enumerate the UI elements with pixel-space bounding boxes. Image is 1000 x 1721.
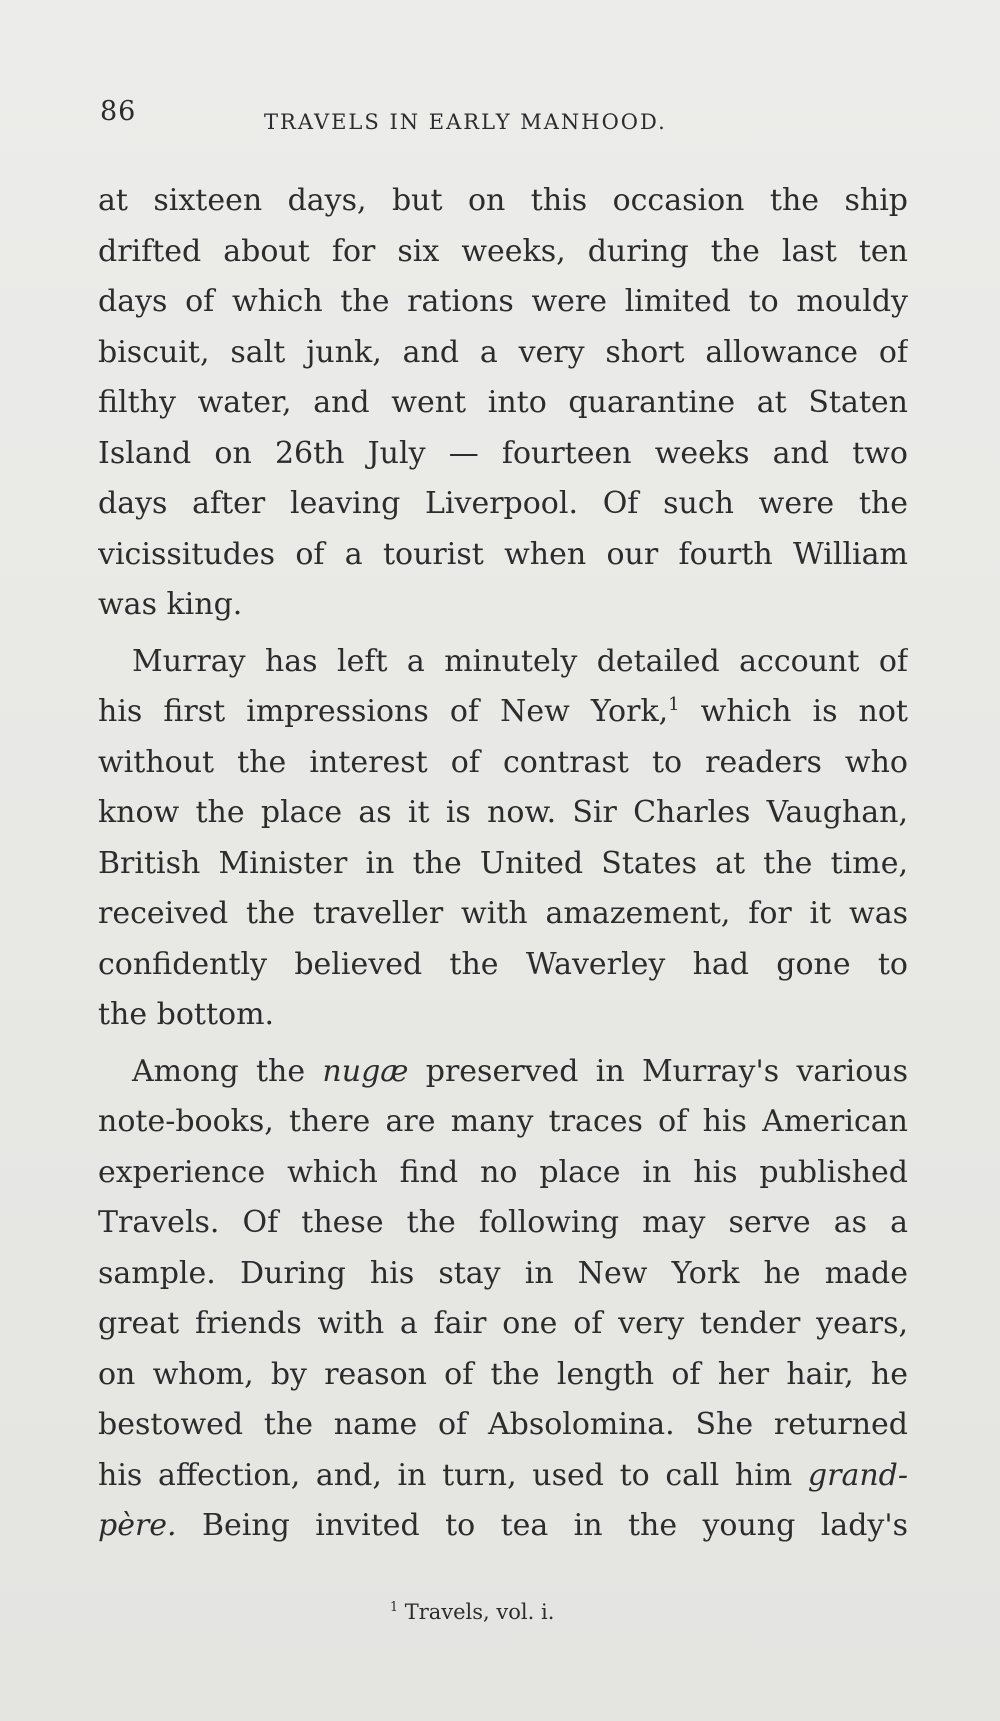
text-line bbox=[98, 1047, 908, 1098]
paragraph-3 bbox=[98, 1047, 908, 1552]
text-line: experience which find no place in his published bbox=[98, 1154, 908, 1190]
italic-word: nugæ bbox=[322, 1053, 409, 1089]
text-fragment: his first impressions of New York, bbox=[98, 694, 669, 729]
text-line: received the traveller with amazement, for it was bbox=[98, 896, 908, 931]
text-line: days of which the rations were limited to mouldy bbox=[98, 284, 908, 319]
text-fragment: preserved in Murray's various bbox=[408, 1053, 908, 1089]
page-header bbox=[100, 96, 760, 136]
text-line: without the interest of contrast to readers who bbox=[98, 744, 908, 780]
text-fragment: his affection, and, in turn, used to call him bbox=[98, 1457, 793, 1493]
text-line: the bottom. bbox=[98, 997, 275, 1032]
text-line: bestowed the name of Absolomina. She returned bbox=[98, 1407, 908, 1442]
footnote-text: Travels, vol. i. bbox=[404, 1600, 555, 1624]
italic-word: père. bbox=[98, 1508, 177, 1543]
paragraph-2 bbox=[98, 637, 908, 1041]
text-line bbox=[98, 1451, 908, 1502]
text-line: on whom, by reason of the length of her hair, he bbox=[98, 1356, 908, 1392]
body-text bbox=[98, 176, 908, 1558]
text-line: know the place as it is now. Sir Charles Vaughan, bbox=[98, 795, 908, 830]
text-line: was king. bbox=[98, 587, 243, 622]
text-line: at sixteen days, but on this occasion the ship bbox=[98, 183, 908, 218]
italic-word: grand- bbox=[807, 1457, 908, 1493]
footnote-reference: 1 bbox=[668, 694, 680, 715]
text-line: filthy water, and went into quarantine at Staten bbox=[98, 385, 908, 420]
text-line: days after leaving Liverpool. Of such were the bbox=[98, 486, 908, 521]
text-line bbox=[98, 687, 908, 738]
text-line: confidently believed the Waverley had gone to bbox=[98, 946, 908, 982]
text-line: biscuit, salt junk, and a very short allowance of bbox=[98, 334, 908, 370]
text-line: British Minister in the United States at the time, bbox=[98, 845, 908, 881]
text-line: sample. During his stay in New York he made bbox=[98, 1255, 908, 1291]
page-number: 86 bbox=[100, 96, 137, 127]
text-line: Island on 26th July — fourteen weeks and two bbox=[98, 435, 908, 471]
footnote-mark: 1 bbox=[390, 1599, 399, 1614]
running-head: TRAVELS IN EARLY MANHOOD. bbox=[264, 110, 667, 134]
text-fragment: Among the bbox=[132, 1053, 323, 1089]
text-fragment: which is not bbox=[679, 694, 908, 729]
text-line: great friends with a fair one of very tender years, bbox=[98, 1306, 908, 1341]
text-fragment: Being invited to tea in the young lady's bbox=[176, 1508, 908, 1543]
text-line: note-books, there are many traces of his American bbox=[98, 1104, 908, 1139]
text-line: vicissitudes of a tourist when our fourth William bbox=[98, 536, 908, 572]
footnote bbox=[390, 1600, 554, 1624]
paragraph-1 bbox=[98, 176, 908, 631]
text-line: drifted about for six weeks, during the last ten bbox=[98, 233, 908, 269]
text-line: Murray has left a minutely detailed account of bbox=[132, 643, 908, 679]
text-line bbox=[98, 1501, 908, 1552]
text-line: Travels. Of these the following may serve as a bbox=[98, 1205, 908, 1240]
